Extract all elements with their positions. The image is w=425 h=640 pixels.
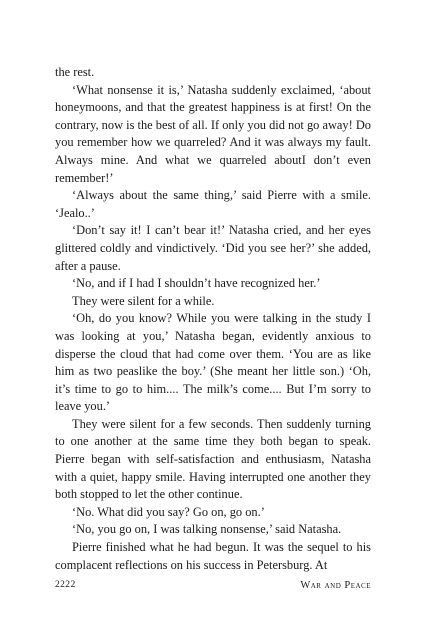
body-text bbox=[55, 64, 371, 574]
paragraph: ‘No, and if I had I shouldn’t have recognized her.’ bbox=[72, 276, 321, 291]
page-footer bbox=[55, 580, 371, 594]
paragraph: ‘Don’t say it! I can’t bear it!’ Natasha cried, and her eyes glittered coldly and vindictively. ‘Did you see her?’ she added, after a pause. bbox=[55, 223, 371, 273]
paragraph: ‘What nonsense it is,’ Natasha suddenly exclaimed, ‘about honeymoons, and that the greatest happiness is at first! On the contrary, now is the best of all. If only you did not go away! Do you remember how we quarreled? And it was always my fault. Always mine. And what we quarreled aboutI don’t even remember!’ bbox=[55, 82, 371, 185]
paragraph: They were silent for a few seconds. Then suddenly turning to one another at the same time they both began to speak. Pierre began with self-satisfaction and enthusiasm, Natasha with a quiet, happy smile. Having interrupted one another they both stopped to let the other continue. bbox=[55, 416, 371, 502]
paragraph: ‘Always about the same thing,’ said Pierre with a smile. ‘Jealo..’ bbox=[55, 188, 371, 220]
paragraph: ‘Oh, do you know? While you were talking in the study I was looking at you,’ Natasha began, evidently anxious to disperse the cloud that had come over them. ‘You are as like him as two peaslike the boy.’ (She meant her little son.) ‘Oh, it’s time to go to him.... The milk’s come.... But I’m sorry to leave you.’ bbox=[55, 311, 371, 414]
paragraph: ‘No. What did you say? Go on, go on.’ bbox=[72, 504, 265, 519]
paragraph: the rest. bbox=[55, 65, 95, 79]
paragraph: They were silent for a while. bbox=[72, 293, 215, 308]
paragraph: ‘No, you go on, I was talking nonsense,’ said Natasha. bbox=[72, 522, 342, 537]
running-title: War and Peace bbox=[300, 580, 371, 591]
page-number: 2222 bbox=[55, 580, 76, 590]
paragraph: Pierre finished what he had begun. It was the sequel to his complacent reflections on his success in Petersburg. At bbox=[55, 540, 371, 572]
